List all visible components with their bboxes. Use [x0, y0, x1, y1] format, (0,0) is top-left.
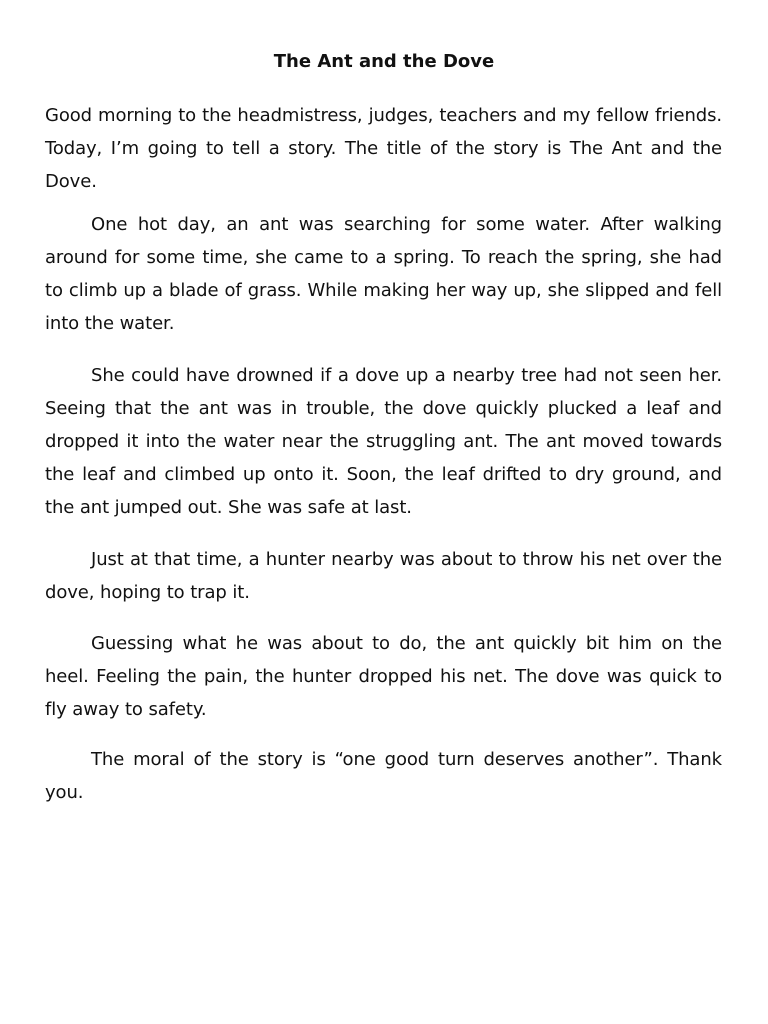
paragraph-story-1: One hot day, an ant was searching for some water. After walking around for some time, she came to a spring. To reach the spring, she had to climb up a blade of grass. While making her way up, she slipped and fell into the water.	[45, 214, 722, 334]
document-title: The Ant and the Dove	[273, 51, 495, 72]
paragraph-story-2: She could have drowned if a dove up a nearby tree had not seen her. Seeing that the ant was in trouble, the dove quickly plucked a leaf and dropped it into the water near the struggling ant. The ant moved towards the leaf and climbed up onto it. Soon, the leaf drifted to dry ground, and the ant jumped out. She was safe at last.	[45, 365, 722, 518]
paragraph-story-4: Guessing what he was about to do, the ant quickly bit him on the heel. Feeling the pain, the hunter dropped his net. The dove was quick to fly away to safety.	[45, 633, 722, 720]
paragraph-moral: The moral of the story is “one good turn deserves another”. Thank you.	[45, 749, 722, 803]
paragraph-story-3: Just at that time, a hunter nearby was about to throw his net over the dove, hoping to trap it.	[45, 549, 722, 603]
paragraph-greeting: Good morning to the headmistress, judges, teachers and my fellow friends. Today, I’m going to tell a story. The title of the story is The Ant and the Dove.	[45, 105, 722, 192]
